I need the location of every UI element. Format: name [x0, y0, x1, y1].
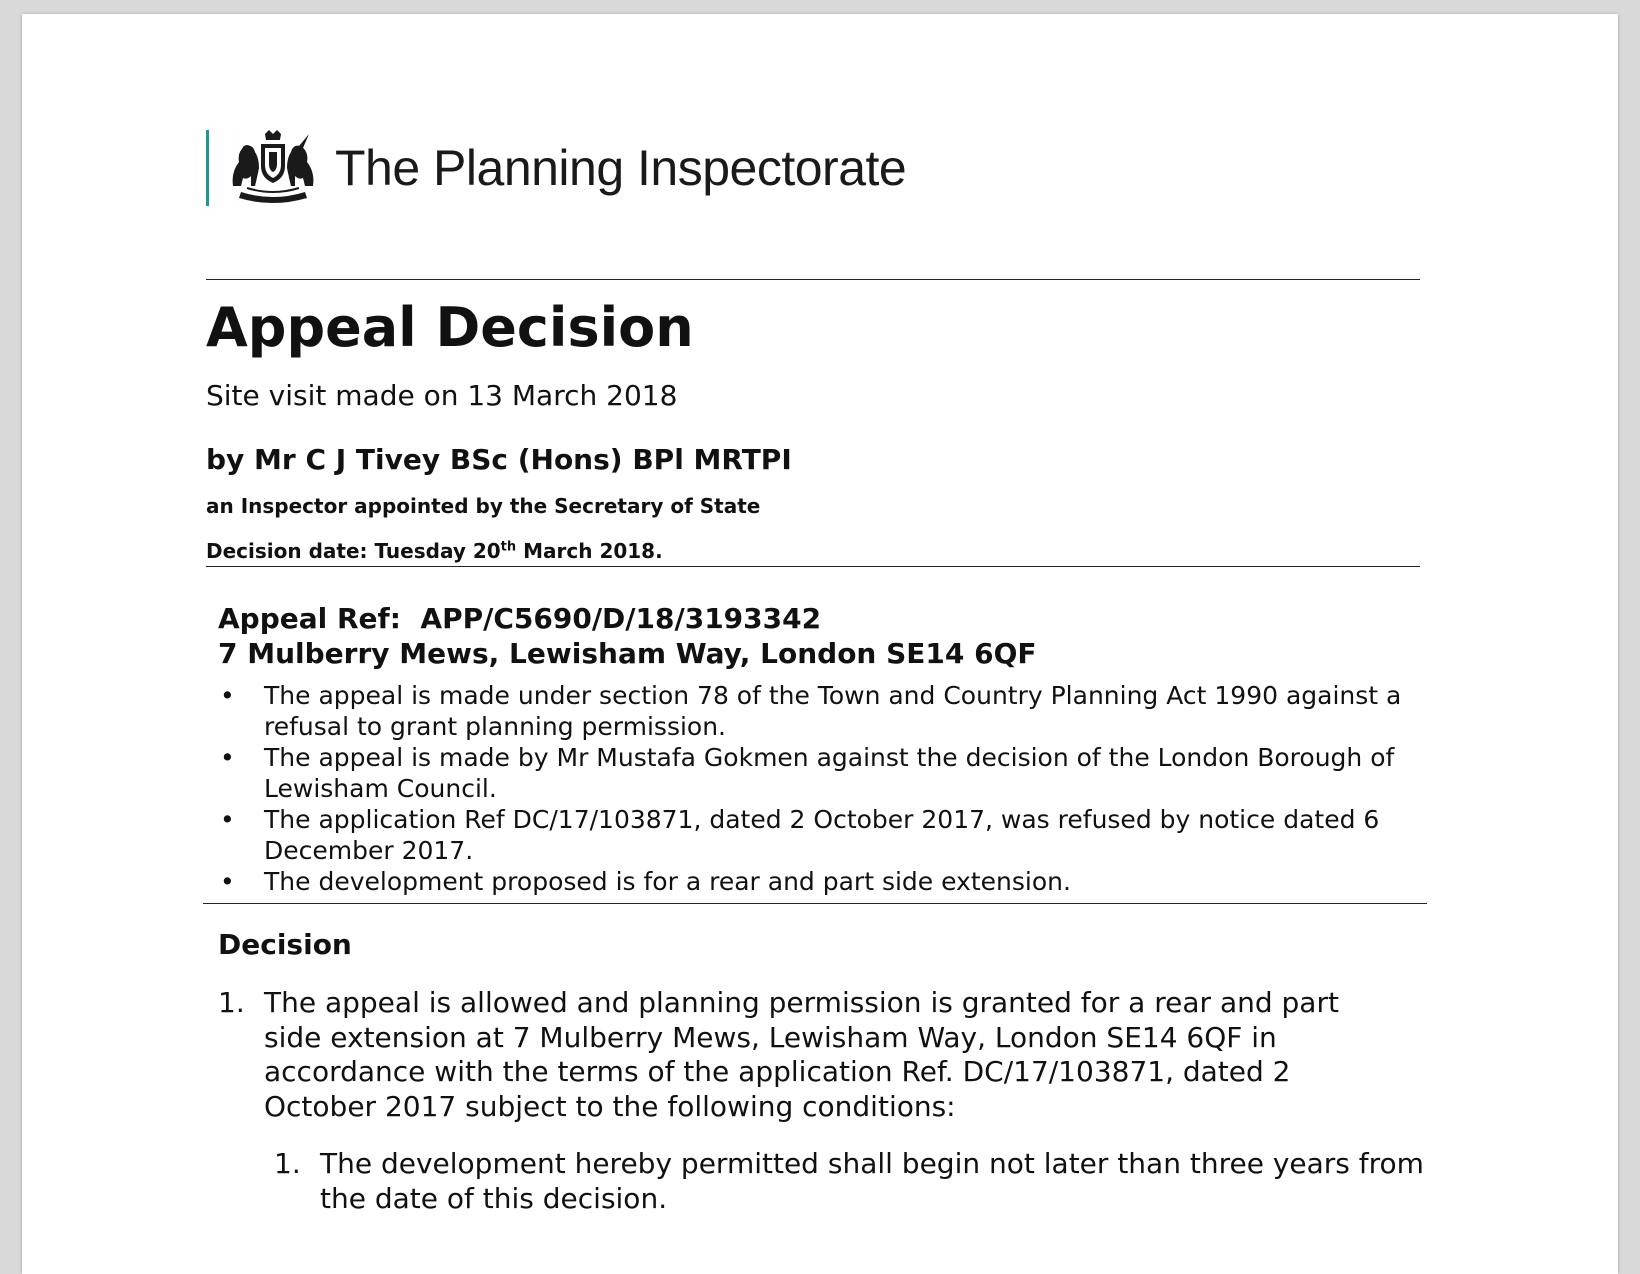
- paragraph-text: The appeal is allowed and planning permission is granted for a rear and part side extension at 7 Mulberry Mews, Lewisham Way, London SE14 6QF in accordance with the terms of the application Ref. DC/17/103871, dated 2 October 2017 subject to the following conditions:: [264, 986, 1339, 1123]
- organisation-name: The Planning Inspectorate: [335, 140, 907, 196]
- condition-number: 1.: [274, 1147, 301, 1180]
- site-visit-date: Site visit made on 13 March 2018: [206, 379, 678, 412]
- list-item: [218, 680, 1418, 742]
- list-item: [218, 804, 1418, 866]
- details-divider: [203, 903, 1427, 904]
- list-item: [218, 742, 1418, 804]
- decision-date-suffix: March 2018.: [516, 539, 663, 563]
- organisation-logo: [206, 128, 906, 208]
- decision-date-ordinal: th: [500, 539, 517, 555]
- inspector-appointment: an Inspector appointed by the Secretary of State: [206, 494, 761, 518]
- list-item: [218, 866, 1418, 897]
- document-title: Appeal Decision: [206, 296, 694, 359]
- appeal-details-list: [218, 680, 1418, 897]
- inspector-name: by Mr C J Tivey BSc (Hons) BPl MRTPI: [206, 443, 792, 476]
- list-item-text: The appeal is made by Mr Mustafa Gokmen against the decision of the London Borough of Lewisham Council.: [264, 743, 1395, 803]
- appeal-reference: Appeal Ref: APP/C5690/D/18/3193342: [218, 602, 822, 635]
- paragraph-number: 1.: [218, 986, 245, 1019]
- list-item-text: The development proposed is for a rear and part side extension.: [264, 867, 1071, 896]
- condition-text: The development hereby permitted shall begin not later than three years from the date of this decision.: [320, 1147, 1424, 1215]
- royal-coat-of-arms-icon: [225, 128, 321, 208]
- logo-accent-bar: [206, 130, 209, 206]
- decision-paragraph: [218, 986, 1368, 1124]
- header-divider: [206, 279, 1420, 280]
- bullet-icon: •: [220, 681, 235, 710]
- bullet-icon: •: [220, 805, 235, 834]
- condition-item: [274, 1147, 1424, 1216]
- bullet-icon: •: [220, 867, 235, 896]
- list-item-text: The appeal is made under section 78 of the Town and Country Planning Act 1990 against a refusal to grant planning permission.: [264, 681, 1402, 741]
- decision-date: [206, 539, 663, 563]
- bullet-icon: •: [220, 743, 235, 772]
- decision-date-prefix: Decision date: Tuesday 20: [206, 539, 501, 563]
- date-divider: [206, 566, 1420, 567]
- list-item-text: The application Ref DC/17/103871, dated 2 October 2017, was refused by notice dated 6 December 2017.: [264, 805, 1380, 865]
- appeal-reference-block: [218, 601, 1037, 671]
- site-address: 7 Mulberry Mews, Lewisham Way, London SE14 6QF: [218, 637, 1037, 670]
- decision-heading: Decision: [218, 928, 352, 961]
